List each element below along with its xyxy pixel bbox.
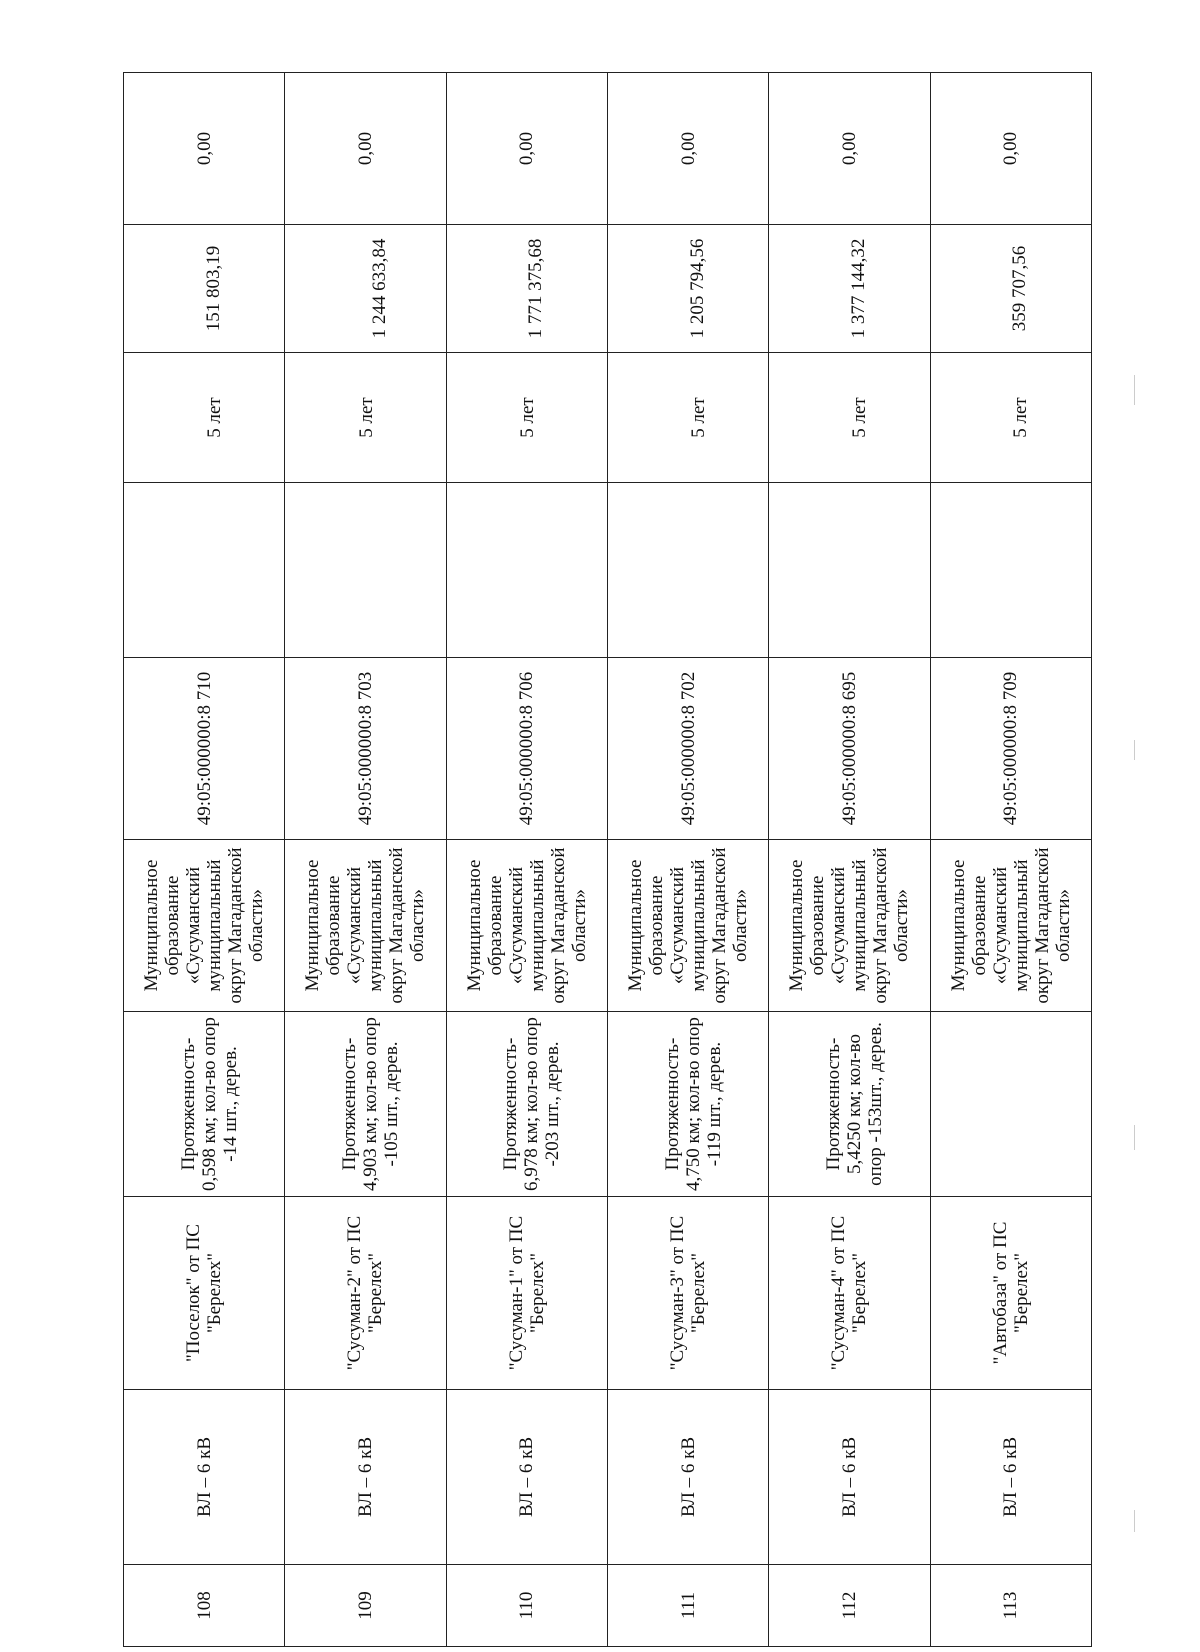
cadastral-number: 49:05:000000:8 710 [124, 658, 285, 840]
cadastral-number: 49:05:000000:8 709 [930, 658, 1091, 840]
object-name: "Сусуман-4" от ПС "Берелех" [769, 1197, 930, 1390]
empty-cell [930, 483, 1091, 658]
term: 5 лет [769, 353, 930, 483]
object-characteristics: Протяженность- 0,598 км; кол-во опор -14 шт., дерев. [124, 1012, 285, 1197]
amount: 1 244 633,84 [285, 225, 446, 353]
term: 5 лет [607, 353, 768, 483]
object-type: ВЛ – 6 кВ [607, 1390, 768, 1565]
object-characteristics [930, 1012, 1091, 1197]
object-type: ВЛ – 6 кВ [930, 1390, 1091, 1565]
residual-value: 0,00 [285, 73, 446, 225]
amount: 359 707,56 [930, 225, 1091, 353]
object-type: ВЛ – 6 кВ [769, 1390, 930, 1565]
scan-speck [1134, 1510, 1135, 1532]
row-number: 110 [446, 1565, 607, 1647]
table-row [285, 73, 446, 1647]
cadastral-number: 49:05:000000:8 695 [769, 658, 930, 840]
term: 5 лет [124, 353, 285, 483]
object-characteristics: Протяженность- 4,750 км; кол-во опор -119 шт., дерев. [607, 1012, 768, 1197]
cadastral-number: 49:05:000000:8 703 [285, 658, 446, 840]
owner: Муниципальное образование «Сусуманский муниципальный округ Магаданской области» [285, 840, 446, 1012]
scan-speck [1134, 740, 1135, 760]
row-number: 111 [607, 1565, 768, 1647]
owner: Муниципальное образование «Сусуманский муниципальный округ Магаданской области» [124, 840, 285, 1012]
owner: Муниципальное образование «Сусуманский муниципальный округ Магаданской области» [607, 840, 768, 1012]
object-name: "Сусуман-2" от ПС "Берелех" [285, 1197, 446, 1390]
object-type: ВЛ – 6 кВ [285, 1390, 446, 1565]
amount: 1 205 794,56 [607, 225, 768, 353]
row-number: 113 [930, 1565, 1091, 1647]
object-characteristics: Протяженность- 6,978 км; кол-во опор -203 шт., дерев. [446, 1012, 607, 1197]
residual-value: 0,00 [930, 73, 1091, 225]
residual-value: 0,00 [769, 73, 930, 225]
table-row [446, 73, 607, 1647]
term: 5 лет [446, 353, 607, 483]
owner: Муниципальное образование «Сусуманский муниципальный округ Магаданской области» [446, 840, 607, 1012]
object-name: "Автобаза" от ПС "Берелех" [930, 1197, 1091, 1390]
cadastral-number: 49:05:000000:8 706 [446, 658, 607, 840]
object-type: ВЛ – 6 кВ [446, 1390, 607, 1565]
owner: Муниципальное образование «Сусуманский муниципальный округ Магаданской области» [769, 840, 930, 1012]
row-number: 108 [124, 1565, 285, 1647]
amount: 1 377 144,32 [769, 225, 930, 353]
term: 5 лет [930, 353, 1091, 483]
object-type: ВЛ – 6 кВ [124, 1390, 285, 1565]
scan-speck [1134, 1125, 1135, 1150]
amount: 1 771 375,68 [446, 225, 607, 353]
empty-cell [446, 483, 607, 658]
cadastral-number: 49:05:000000:8 702 [607, 658, 768, 840]
property-table [123, 72, 1092, 1647]
term: 5 лет [285, 353, 446, 483]
object-characteristics: Протяженность- 4,903 км; кол-во опор -105 шт., дерев. [285, 1012, 446, 1197]
residual-value: 0,00 [124, 73, 285, 225]
row-number: 112 [769, 1565, 930, 1647]
scan-speck [1134, 375, 1135, 405]
table-row [124, 73, 285, 1647]
residual-value: 0,00 [446, 73, 607, 225]
empty-cell [285, 483, 446, 658]
empty-cell [607, 483, 768, 658]
residual-value: 0,00 [607, 73, 768, 225]
rotated-table-container [123, 73, 1092, 1647]
object-characteristics: Протяженность- 5,4250 км; кол-во опор -153шт., дерев. [769, 1012, 930, 1197]
amount: 151 803,19 [124, 225, 285, 353]
empty-cell [769, 483, 930, 658]
owner: Муниципальное образование «Сусуманский муниципальный округ Магаданской области» [930, 840, 1091, 1012]
table-row [930, 73, 1091, 1647]
empty-cell [124, 483, 285, 658]
table-row [769, 73, 930, 1647]
row-number: 109 [285, 1565, 446, 1647]
table-row [607, 73, 768, 1647]
object-name: "Сусуман-1" от ПС "Берелех" [446, 1197, 607, 1390]
object-name: "Сусуман-3" от ПС "Берелех" [607, 1197, 768, 1390]
object-name: "Поселок" от ПС "Берелех" [124, 1197, 285, 1390]
